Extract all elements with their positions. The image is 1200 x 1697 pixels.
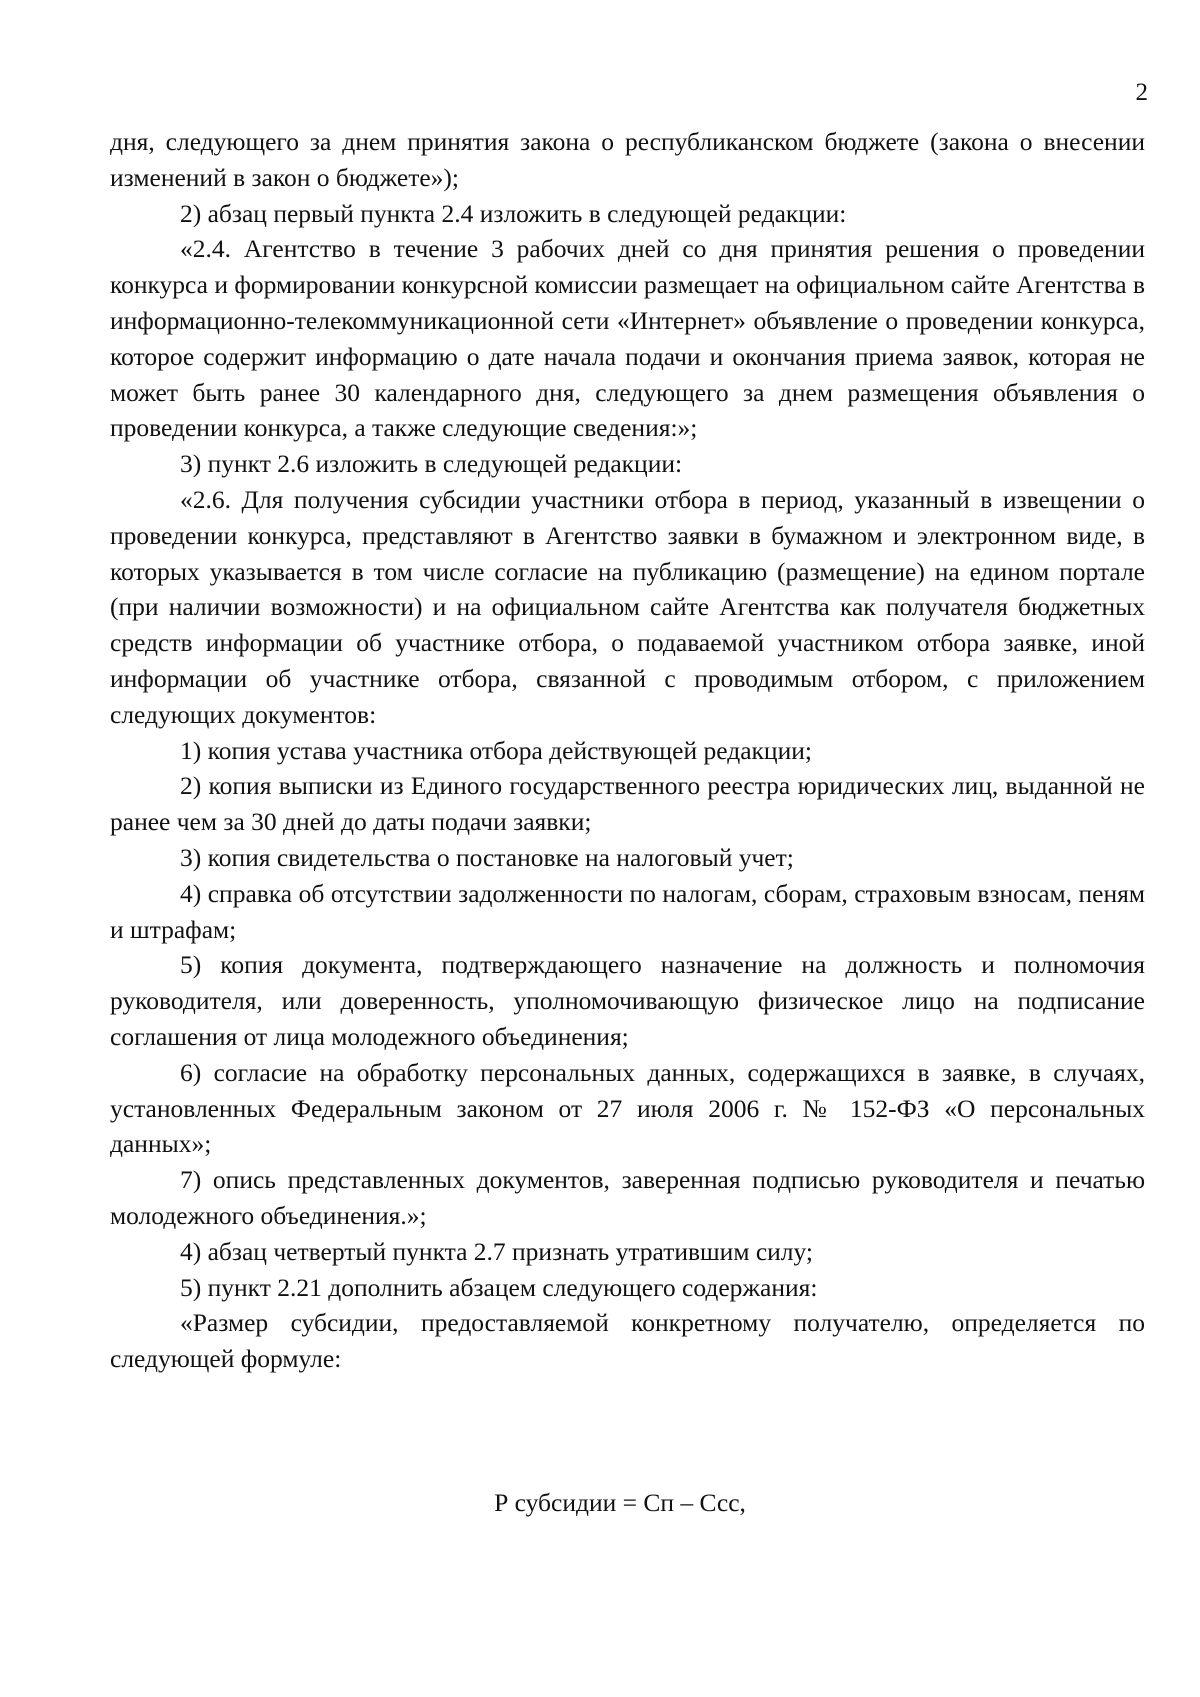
paragraph: «2.4. Агентство в течение 3 рабочих дней со дня принятия решения о проведении конкурса и формировании конкурсной комиссии размещает на официальном сайте Агентства в информационно-телекоммуникационной сети «Интернет» объявление о проведении конкурса, которое содержит информацию о дате начала подачи и окончания приема заявок, которая не может быть ранее 30 календарного дня, следующего за днем размещения объявления о проведении конкурса, а также следующие сведения:»; xyxy=(110,234,1146,443)
paragraph: 2) копия выписки из Единого государственного реестра юридических лиц, выданной не ранее чем за 30 дней до даты подачи заявки; xyxy=(110,771,1145,837)
document-body xyxy=(110,124,1145,1377)
subsidy-formula: Р субсидии = Сп – Ссс, xyxy=(494,1488,746,1517)
paragraph: «2.6. Для получения субсидии участники отбора в период, указанный в извещении о проведении конкурса, представляют в Агентство заявки в бумажном и электронном виде, в которых указывается в том числе согласие на публикацию (размещение) на едином портале (при наличии возможности) и на официальном сайте Агентства как получателя бюджетных средств информации об участнике отбора, о подаваемой участником отбора заявке, иной информации об участнике отбора, связанной с проводимым отбором, с приложением следующих документов: xyxy=(110,484,1145,729)
page-number: 2 xyxy=(1135,79,1148,106)
paragraph: «Размер субсидии, предоставляемой конкретному получателю, определяется по следующей формуле: xyxy=(110,1308,1145,1374)
paragraph: 1) копия устава участника отбора действующей редакции; xyxy=(180,735,812,765)
paragraph: 3) пункт 2.6 изложить в следующей редакции: xyxy=(180,449,683,479)
paragraph: 2) абзац первый пункта 2.4 изложить в следующей редакции: xyxy=(180,198,847,228)
paragraph: 4) справка об отсутствии задолженности по налогам, сборам, страховым взносам, пеням и штрафам; xyxy=(110,878,1145,944)
paragraph: 5) копия документа, подтверждающего назначение на должность и полномочия руководителя, или доверенность, уполномочивающую физическое лицо на подписание соглашения от лица молодежного объединения; xyxy=(110,950,1145,1051)
paragraph: 5) пункт 2.21 дополнить абзацем следующего содержания: xyxy=(180,1272,818,1302)
paragraph: дня, следующего за днем принятия закона о республиканском бюджете (закона о внесении изменений в закон о бюджете»); xyxy=(110,127,1145,192)
paragraph: 4) абзац четвертый пункта 2.7 признать утратившим силу; xyxy=(180,1236,814,1266)
paragraph: 6) согласие на обработку персональных данных, содержащихся в заявке, в случаях, установленных Федеральным законом от 27 июля 2006 г. № 152-ФЗ «О персональных данных»; xyxy=(110,1057,1145,1159)
paragraph: 7) опись представленных документов, заверенная подписью руководителя и печатью молодежного объединения.»; xyxy=(110,1165,1145,1230)
paragraph: 3) копия свидетельства о постановке на налоговый учет; xyxy=(180,842,794,872)
